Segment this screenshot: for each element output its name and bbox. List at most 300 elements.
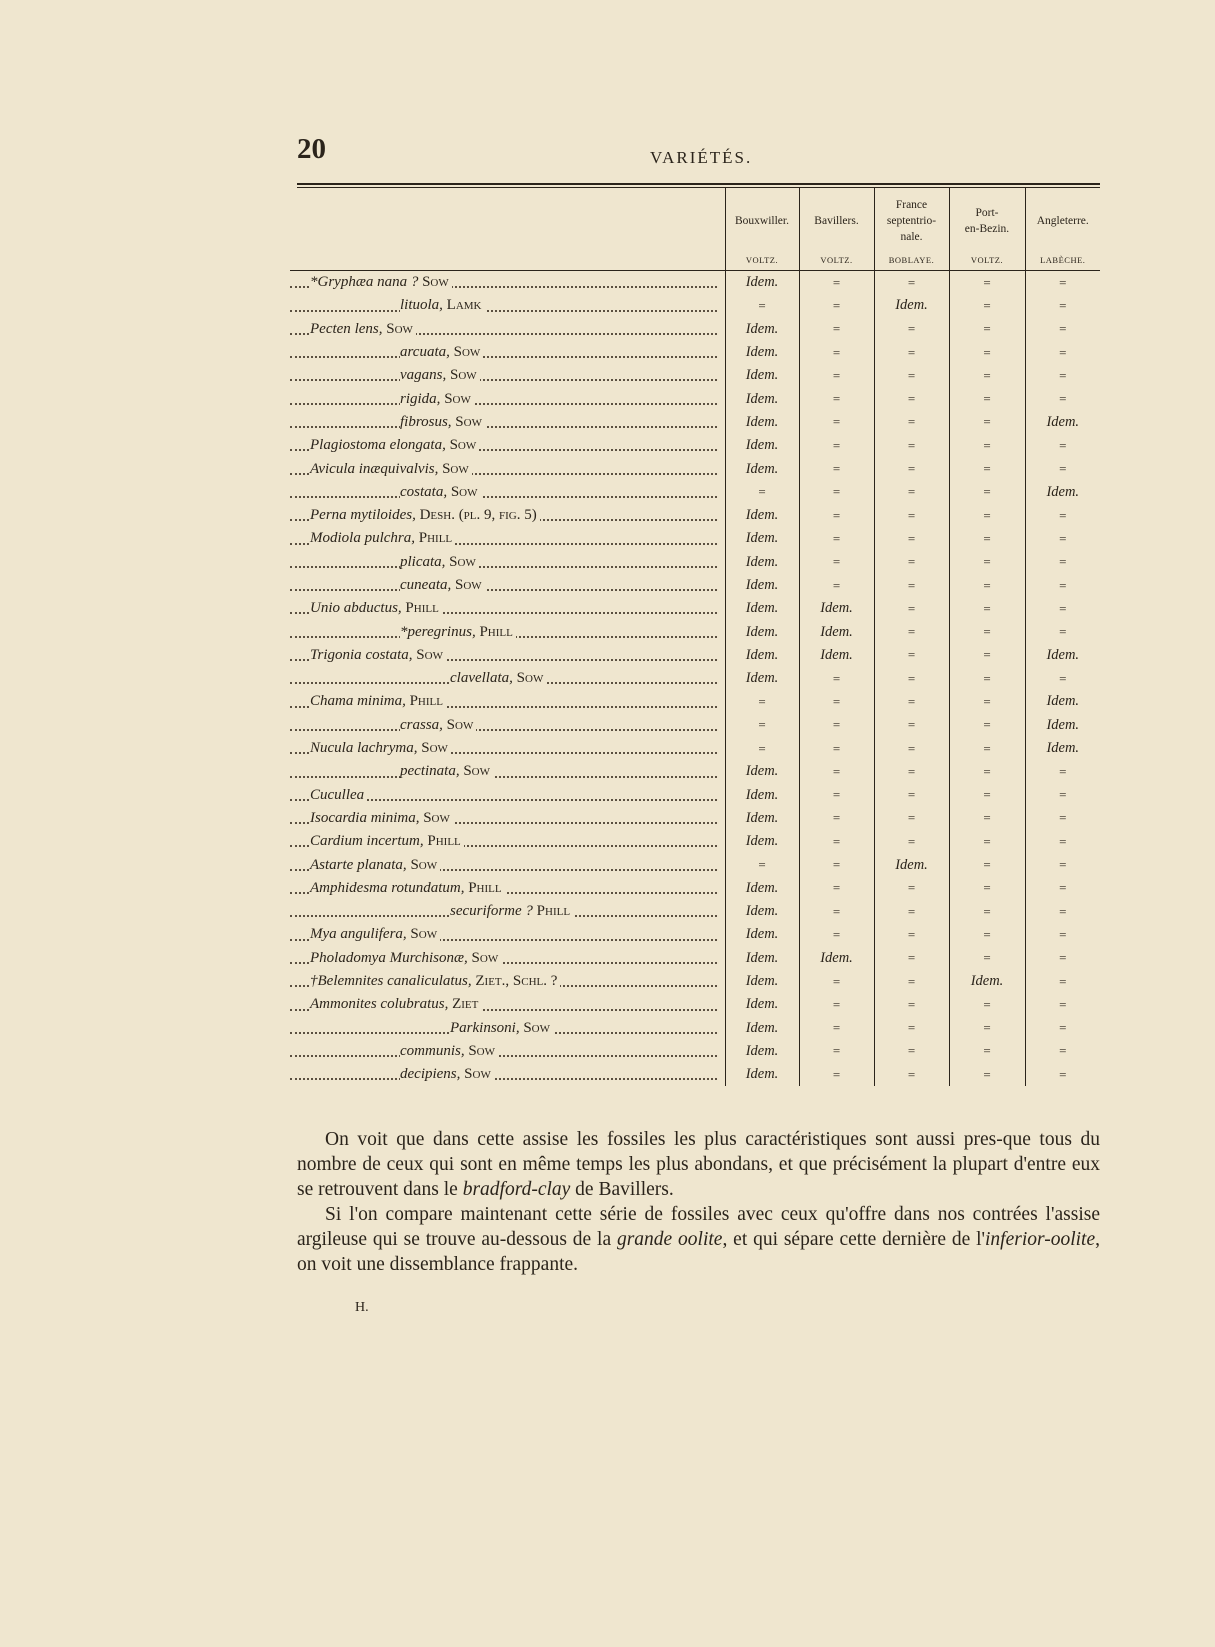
occurrence-cell: =	[1025, 853, 1100, 876]
column-header-line: Port-	[975, 207, 999, 219]
species-name-cell	[290, 923, 725, 946]
species-epithet: colubratus,	[380, 996, 449, 1013]
occurrence-cell: Idem.	[874, 294, 949, 317]
occurrence-cell: =	[799, 411, 874, 434]
column-author-4: LABÈCHE.	[1025, 250, 1100, 271]
species-author: Sow	[454, 577, 482, 593]
occurrence-cell: =	[1025, 434, 1100, 457]
occurrence-cell: =	[799, 318, 874, 341]
occurrence-cell: =	[725, 690, 799, 713]
occurrence-cell: =	[949, 830, 1025, 853]
occurrence-cell: =	[799, 900, 874, 923]
occurrence-cell: =	[949, 597, 1025, 620]
species-epithet: lens,	[354, 320, 383, 337]
occurrence-cell: =	[949, 527, 1025, 550]
fossil-table-container	[290, 188, 1100, 1086]
species-name-cell	[290, 574, 725, 597]
occurrence-cell: Idem.	[725, 1017, 799, 1040]
species-label	[310, 461, 472, 477]
table-row	[290, 318, 1100, 341]
occurrence-cell: =	[874, 737, 949, 760]
table-row	[290, 760, 1100, 783]
occurrence-cell: Idem.	[725, 1063, 799, 1086]
column-header-1	[799, 188, 874, 250]
species-label	[310, 950, 501, 966]
occurrence-cell: =	[799, 970, 874, 993]
occurrence-cell: =	[949, 504, 1025, 527]
occurrence-cell: =	[799, 830, 874, 853]
occurrence-cell: =	[874, 1017, 949, 1040]
species-epithet: minima,	[357, 693, 406, 710]
species-name-cell	[290, 760, 725, 783]
species-header	[290, 188, 725, 250]
occurrence-cell: =	[799, 737, 874, 760]
species-epithet: inæquivalvis,	[358, 460, 439, 477]
leader-dots	[290, 310, 717, 312]
species-epithet: pectinata,	[400, 763, 460, 780]
column-header-0	[725, 188, 799, 250]
occurrence-cell: =	[874, 318, 949, 341]
occurrence-cell: =	[874, 271, 949, 295]
table-row	[290, 620, 1100, 643]
occurrence-cell: =	[799, 1040, 874, 1063]
column-author-1: VOLTZ.	[799, 250, 874, 271]
species-label	[450, 903, 573, 919]
species-name-cell	[290, 667, 725, 690]
occurrence-cell: Idem.	[725, 993, 799, 1016]
occurrence-cell: =	[799, 760, 874, 783]
species-epithet: crassa,	[400, 716, 443, 733]
species-epithet: minima,	[370, 809, 420, 826]
occurrence-cell: =	[949, 714, 1025, 737]
species-label	[310, 857, 440, 873]
occurrence-cell: =	[949, 760, 1025, 783]
occurrence-cell: =	[799, 923, 874, 946]
table-row	[290, 877, 1100, 900]
table-row	[290, 504, 1100, 527]
page-number: 20	[297, 133, 326, 165]
leader-dots	[290, 426, 717, 428]
occurrence-cell: =	[1025, 923, 1100, 946]
species-author: Sow	[422, 274, 449, 291]
table-row	[290, 923, 1100, 946]
species-name-cell	[290, 387, 725, 410]
species-genus: Trigonia	[310, 646, 362, 663]
occurrence-cell: =	[1025, 457, 1100, 480]
species-genus: Modiola	[310, 530, 361, 547]
occurrence-cell: Idem.	[725, 760, 799, 783]
species-author: Ziet	[452, 996, 479, 1013]
occurrence-cell: =	[874, 993, 949, 1016]
occurrence-cell: =	[874, 551, 949, 574]
species-author: Phill	[405, 600, 439, 617]
species-author: Sow	[523, 1019, 551, 1036]
species-author: Phill	[427, 833, 461, 850]
species-author-header	[290, 250, 725, 271]
species-label	[400, 1066, 494, 1082]
occurrence-cell: Idem.	[725, 341, 799, 364]
occurrence-cell: =	[949, 551, 1025, 574]
occurrence-cell: =	[799, 784, 874, 807]
occurrence-cell: =	[874, 644, 949, 667]
occurrence-cell: =	[1025, 574, 1100, 597]
occurrence-cell: =	[874, 574, 949, 597]
species-epithet: peregrinus,	[407, 623, 476, 640]
species-label	[310, 693, 446, 709]
occurrence-cell: =	[799, 457, 874, 480]
species-epithet: clavellata,	[450, 670, 513, 687]
species-label	[400, 367, 480, 383]
occurrence-cell: Idem.	[725, 947, 799, 970]
column-header-line: France	[895, 199, 928, 211]
paragraph-2	[297, 1202, 1100, 1277]
species-label	[310, 973, 560, 989]
species-author: Phill	[409, 693, 443, 710]
leader-dots	[290, 589, 717, 591]
species-author: Sow	[410, 856, 438, 873]
species-name-cell	[290, 364, 725, 387]
leader-dots	[290, 1078, 717, 1080]
occurrence-cell: =	[874, 411, 949, 434]
species-genus: Unio	[310, 600, 340, 617]
occurrence-cell: =	[949, 411, 1025, 434]
species-label	[310, 810, 453, 826]
occurrence-cell: Idem.	[799, 947, 874, 970]
paragraph-2-text-b: , et qui sépare cette dernière de l'	[722, 1229, 986, 1250]
species-label	[400, 484, 481, 500]
table-row	[290, 1063, 1100, 1086]
species-name-cell	[290, 341, 725, 364]
occurrence-cell: =	[1025, 527, 1100, 550]
occurrence-cell: =	[949, 853, 1025, 876]
column-author-0: VOLTZ.	[725, 250, 799, 271]
occurrence-cell: =	[874, 900, 949, 923]
occurrence-cell: =	[949, 737, 1025, 760]
species-genus: Astarte	[310, 856, 354, 873]
species-epithet: Murchisonæ,	[389, 949, 468, 966]
table-row	[290, 457, 1100, 480]
species-epithet: plicata,	[400, 553, 446, 570]
species-epithet: communis,	[400, 1042, 465, 1059]
occurrence-cell: =	[874, 760, 949, 783]
leader-dots	[290, 379, 717, 381]
occurrence-cell: Idem.	[725, 620, 799, 643]
occurrence-cell: Idem.	[725, 411, 799, 434]
species-author: Sow	[386, 320, 413, 337]
occurrence-cell: =	[1025, 1063, 1100, 1086]
occurrence-cell: =	[949, 877, 1025, 900]
occurrence-cell: Idem.	[725, 830, 799, 853]
column-header-line: Bavillers.	[814, 215, 859, 227]
occurrence-cell: Idem.	[725, 271, 799, 295]
species-label	[400, 344, 483, 360]
table-row	[290, 527, 1100, 550]
species-name-cell	[290, 1063, 725, 1086]
occurrence-cell: =	[1025, 970, 1100, 993]
signature: H.	[355, 1300, 369, 1315]
occurrence-cell: =	[725, 294, 799, 317]
table-row	[290, 387, 1100, 410]
column-header-4	[1025, 188, 1100, 250]
occurrence-cell: =	[949, 457, 1025, 480]
species-prefix: *	[400, 623, 408, 640]
species-label	[310, 274, 452, 290]
species-name-cell	[290, 457, 725, 480]
occurrence-cell: =	[949, 690, 1025, 713]
occurrence-cell: Idem.	[725, 923, 799, 946]
occurrence-cell: =	[874, 830, 949, 853]
occurrence-cell: =	[799, 1017, 874, 1040]
occurrence-cell: =	[799, 341, 874, 364]
species-genus: Belemnites	[317, 973, 384, 990]
occurrence-cell: Idem.	[874, 853, 949, 876]
species-genus: Perna	[310, 507, 347, 524]
species-epithet: decipiens,	[400, 1066, 461, 1083]
occurrence-cell: =	[874, 1040, 949, 1063]
species-epithet: costata,	[400, 483, 448, 500]
species-name-cell	[290, 877, 725, 900]
species-label	[400, 297, 485, 313]
occurrence-cell: Idem.	[725, 504, 799, 527]
species-label	[310, 926, 440, 942]
column-author-row	[290, 250, 1100, 271]
species-label	[400, 414, 485, 430]
occurrence-cell: Idem.	[725, 784, 799, 807]
occurrence-cell: Idem.	[1025, 411, 1100, 434]
occurrence-cell: =	[1025, 993, 1100, 1016]
occurrence-cell: =	[949, 1017, 1025, 1040]
occurrence-cell: =	[949, 318, 1025, 341]
species-prefix: *	[310, 274, 318, 291]
occurrence-cell: =	[725, 714, 799, 737]
occurrence-cell: =	[949, 387, 1025, 410]
occurrence-cell: =	[949, 923, 1025, 946]
occurrence-cell: =	[874, 690, 949, 713]
species-epithet: rotundatum,	[391, 879, 465, 896]
species-epithet: canaliculatus,	[387, 973, 472, 990]
column-header-row	[290, 188, 1100, 250]
species-epithet: arcuata,	[400, 344, 450, 361]
species-label	[310, 507, 540, 523]
leader-dots	[290, 776, 717, 778]
occurrence-cell: =	[1025, 947, 1100, 970]
occurrence-cell: =	[1025, 387, 1100, 410]
species-epithet: pulchra,	[364, 530, 416, 547]
occurrence-cell: =	[725, 853, 799, 876]
table-row	[290, 667, 1100, 690]
species-author: Sow	[464, 1066, 491, 1083]
occurrence-cell: =	[874, 1063, 949, 1086]
occurrence-cell: =	[725, 481, 799, 504]
species-epithet: lachryma,	[357, 740, 418, 757]
occurrence-cell: =	[874, 714, 949, 737]
column-header-2	[874, 188, 949, 250]
table-row	[290, 364, 1100, 387]
occurrence-cell: Idem.	[725, 597, 799, 620]
table-row	[290, 1040, 1100, 1063]
occurrence-cell: Idem.	[725, 1040, 799, 1063]
occurrence-cell: =	[949, 644, 1025, 667]
occurrence-cell: =	[1025, 877, 1100, 900]
species-genus: Avicula	[310, 460, 355, 477]
occurrence-cell: =	[799, 387, 874, 410]
occurrence-cell: Idem.	[725, 807, 799, 830]
species-name-cell	[290, 784, 725, 807]
column-header-3	[949, 188, 1025, 250]
occurrence-cell: =	[1025, 364, 1100, 387]
occurrence-cell: =	[1025, 1017, 1100, 1040]
species-label	[400, 577, 485, 593]
species-author: Phill	[536, 903, 571, 920]
species-genus: Cardium	[310, 833, 363, 850]
occurrence-cell: =	[799, 271, 874, 295]
occurrence-cell: =	[949, 271, 1025, 295]
species-label	[310, 437, 479, 453]
species-epithet: nana ?	[377, 274, 419, 291]
occurrence-cell: =	[949, 900, 1025, 923]
table-row	[290, 294, 1100, 317]
species-epithet: mytiloides,	[350, 507, 416, 524]
occurrence-cell: =	[1025, 620, 1100, 643]
species-label	[310, 530, 455, 546]
species-genus: Amphidesma	[310, 879, 388, 896]
species-label	[310, 880, 505, 896]
occurrence-cell: =	[799, 993, 874, 1016]
occurrence-cell: =	[799, 434, 874, 457]
occurrence-cell: Idem.	[725, 551, 799, 574]
occurrence-cell: Idem.	[725, 877, 799, 900]
occurrence-cell: =	[949, 364, 1025, 387]
species-name-cell	[290, 411, 725, 434]
fossil-table	[290, 188, 1100, 1086]
column-header-line: Angleterre.	[1036, 215, 1089, 227]
occurrence-cell: =	[799, 807, 874, 830]
occurrence-cell: =	[799, 364, 874, 387]
species-epithet: elongata,	[389, 437, 446, 454]
occurrence-cell: =	[874, 667, 949, 690]
occurrence-cell: =	[799, 551, 874, 574]
species-author: Ziet., Schl. ?	[475, 973, 558, 990]
occurrence-cell: Idem.	[725, 527, 799, 550]
occurrence-cell: =	[874, 597, 949, 620]
occurrence-cell: =	[874, 923, 949, 946]
occurrence-cell: Idem.	[725, 900, 799, 923]
species-author: Sow	[410, 926, 438, 943]
leader-dots	[290, 1055, 717, 1057]
occurrence-cell: =	[874, 970, 949, 993]
species-name-cell	[290, 527, 725, 550]
species-author: Sow	[446, 716, 474, 733]
species-name-cell	[290, 690, 725, 713]
species-label	[400, 717, 476, 733]
occurrence-cell: =	[949, 1063, 1025, 1086]
paragraph-1-text-b: de Bavillers.	[570, 1179, 674, 1200]
species-genus: Isocardia	[310, 809, 367, 826]
species-author: Phill	[418, 530, 453, 547]
occurrence-cell: =	[1025, 597, 1100, 620]
species-label	[310, 787, 367, 803]
species-genus: Plagiostoma	[310, 437, 386, 454]
occurrence-cell: =	[1025, 784, 1100, 807]
occurrence-cell: =	[799, 504, 874, 527]
species-label	[310, 647, 446, 663]
species-name-cell	[290, 993, 725, 1016]
table-row	[290, 853, 1100, 876]
species-genus: Pholadomya	[310, 949, 386, 966]
occurrence-cell: =	[799, 574, 874, 597]
species-epithet: cuneata,	[400, 577, 452, 593]
running-title: VARIÉTÉS.	[650, 148, 753, 167]
species-author: Phill	[468, 879, 502, 896]
species-name-cell	[290, 714, 725, 737]
occurrence-cell: Idem.	[725, 644, 799, 667]
occurrence-cell: Idem.	[725, 434, 799, 457]
table-row	[290, 900, 1100, 923]
species-author: Sow	[449, 553, 476, 570]
species-author: Sow	[416, 646, 443, 663]
occurrence-cell: =	[799, 1063, 874, 1086]
occurrence-cell: =	[799, 481, 874, 504]
table-row	[290, 947, 1100, 970]
species-epithet: lituola,	[400, 297, 443, 314]
column-author-2: BOBLAYE.	[874, 250, 949, 271]
species-epithet: rigida,	[400, 390, 441, 407]
species-epithet: Parkinsoni,	[450, 1019, 520, 1036]
species-epithet: planata,	[357, 856, 407, 873]
species-label	[400, 624, 516, 640]
species-name-cell	[290, 947, 725, 970]
species-name-cell	[290, 481, 725, 504]
occurrence-cell: =	[1025, 551, 1100, 574]
species-name-cell	[290, 1017, 725, 1040]
table-row	[290, 830, 1100, 853]
species-name-cell	[290, 294, 725, 317]
species-author: Desh. (pl. 9, fig. 5)	[419, 507, 537, 524]
species-epithet: securiforme ?	[450, 903, 533, 920]
species-author: Sow	[449, 437, 477, 454]
species-epithet: vagans,	[400, 367, 447, 384]
species-author: Sow	[450, 483, 478, 500]
top-rule	[297, 183, 1100, 185]
fossil-table-body	[290, 271, 1100, 1087]
species-author: Sow	[442, 460, 469, 477]
occurrence-cell: Idem.	[1025, 481, 1100, 504]
occurrence-cell: =	[874, 341, 949, 364]
occurrence-cell: Idem.	[725, 970, 799, 993]
paragraph-2-text-a: Si l'on compare maintenant cette série de fossiles avec ceux qu'offre dans nos contrées l'assise argileuse qui se trouve au-dessous de la	[297, 1204, 1100, 1250]
species-genus: Ammonites	[310, 996, 377, 1013]
species-author: Sow	[455, 413, 482, 430]
species-name-cell	[290, 620, 725, 643]
occurrence-cell: =	[1025, 1040, 1100, 1063]
species-epithet: angulifera,	[340, 926, 407, 943]
species-label	[450, 670, 546, 686]
table-row	[290, 597, 1100, 620]
occurrence-cell: Idem.	[725, 318, 799, 341]
species-name-cell	[290, 504, 725, 527]
occurrence-cell: Idem.	[725, 364, 799, 387]
occurrence-cell: =	[874, 877, 949, 900]
species-label	[400, 391, 474, 407]
occurrence-cell: Idem.	[1025, 644, 1100, 667]
species-genus: Mya	[310, 926, 337, 943]
occurrence-cell: =	[874, 620, 949, 643]
species-author: Sow	[421, 740, 448, 757]
table-row	[290, 271, 1100, 295]
table-row	[290, 411, 1100, 434]
species-epithet: costata,	[365, 646, 413, 663]
occurrence-cell: =	[1025, 760, 1100, 783]
